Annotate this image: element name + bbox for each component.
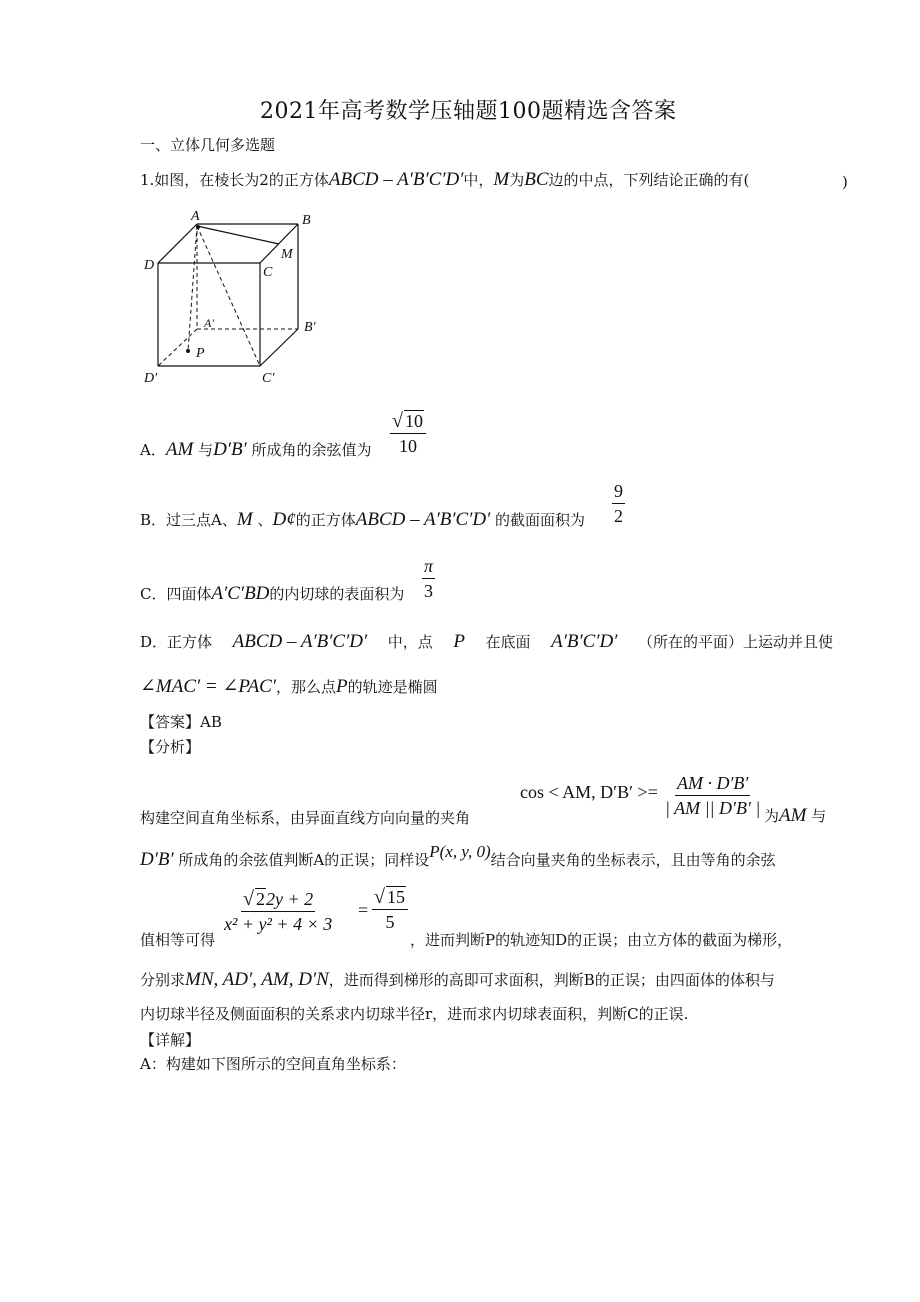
label-p: P bbox=[196, 346, 205, 361]
analysis-p2-text-1: 所成角的余弦值判断A的正误；同样设 bbox=[178, 851, 430, 869]
label-m: M bbox=[281, 247, 293, 262]
option-b-frac-den: 2 bbox=[614, 506, 623, 526]
question-1-stem bbox=[140, 170, 749, 190]
option-b-sep: 、 bbox=[257, 511, 273, 529]
q1-close-paren: ) bbox=[842, 173, 848, 191]
analysis-para-1-tail bbox=[764, 806, 826, 826]
analysis-para-2 bbox=[140, 842, 776, 870]
cos-formula-fraction bbox=[663, 772, 762, 819]
analysis-p2-text-2: 结合向量夹角的坐标表示，且由等角的余弦 bbox=[490, 851, 776, 869]
analysis-para-5: 内切球半径及侧面面积的关系求内切球半径r，进而求内切球表面积，判断C的正误. bbox=[140, 1005, 689, 1023]
analysis-para-1: 构建空间直角坐标系，由异面直线方向向量的夹角 bbox=[140, 809, 471, 827]
option-c-frac-num: π bbox=[422, 555, 435, 579]
label-c1: C′ bbox=[262, 371, 275, 386]
option-a-frac-den: 10 bbox=[398, 436, 417, 456]
analysis-para-3-lead: 值相等可得 bbox=[140, 931, 216, 949]
answer-label: 【答案】AB bbox=[140, 713, 222, 731]
option-a-frac-num: 10 bbox=[404, 411, 423, 431]
cube-figure bbox=[140, 206, 330, 391]
option-c-text-1: 的内切球的表面积为 bbox=[269, 585, 405, 603]
option-d-angle-eq: ∠MAC′ = ∠PAC′ bbox=[140, 676, 277, 697]
option-a-text-2: 所成角的余弦值为 bbox=[251, 441, 372, 459]
analysis-eq-left-fraction: √ 2 2y + 2 x² + y² + 4 × 3 bbox=[224, 888, 333, 934]
cos-den: | AM || D′B′ | bbox=[665, 798, 761, 818]
analysis-p4-vectors: MN, AD′, AM, D′N bbox=[185, 969, 329, 990]
edge-c1b1 bbox=[260, 329, 298, 366]
option-d-text-4: （所在的平面）上运动并且使 bbox=[637, 633, 833, 651]
option-d-base: A′B′C′D′ bbox=[551, 631, 618, 652]
label-d1: D′ bbox=[144, 371, 158, 386]
analysis-p2-point: P(x, y, 0) bbox=[429, 842, 491, 861]
label-d: D bbox=[144, 258, 155, 273]
option-c-prefix: C．四面体 bbox=[140, 585, 212, 603]
analysis-p1-tail: 为 bbox=[764, 807, 780, 825]
point-p-dot bbox=[186, 349, 190, 353]
option-c bbox=[140, 584, 404, 604]
label-c: C bbox=[263, 265, 273, 280]
analysis-para-3-tail: ，进而判断P的轨迹知D的正误；由立方体的截面为梯形， bbox=[410, 931, 793, 949]
analysis-p1-tail-2: 与 bbox=[811, 807, 827, 825]
option-b-m: M bbox=[236, 509, 253, 530]
analysis-eq-left-den: x² + y² + 4 × 3 bbox=[224, 914, 333, 934]
option-b-text-2: 的截面面积为 bbox=[495, 511, 586, 529]
q1-cube-name: ABCD – A′B′C′D′ bbox=[328, 169, 464, 190]
analysis-eq-right-den: 5 bbox=[385, 912, 395, 932]
option-a-prefix: A． bbox=[140, 441, 166, 459]
label-b: B bbox=[302, 213, 311, 228]
label-b1: B′ bbox=[304, 320, 316, 335]
point-a-dot bbox=[196, 225, 200, 229]
analysis-p4-text-1: 分别求 bbox=[140, 971, 186, 989]
analysis-eq-left-num: 2y + 2 bbox=[266, 889, 314, 909]
analysis-p2-db: D′B′ bbox=[140, 849, 174, 870]
option-d-line-2 bbox=[140, 677, 438, 697]
option-b-text-1: 的正方体 bbox=[295, 511, 356, 529]
detail-a-text: A：构建如下图所示的空间直角坐标系： bbox=[140, 1055, 406, 1073]
option-d-text-3: 在底面 bbox=[485, 633, 531, 651]
option-a-db: D′B′ bbox=[213, 439, 247, 460]
q1-lead-text: 1.如图，在棱长为2的正方体 bbox=[140, 171, 329, 189]
option-b-fraction bbox=[612, 480, 625, 527]
detail-heading: 【详解】 bbox=[140, 1031, 201, 1049]
option-d-p2: P bbox=[336, 676, 348, 697]
option-b-prefix: B．过三点A、 bbox=[140, 511, 237, 529]
option-b bbox=[140, 510, 585, 530]
analysis-heading: 【分析】 bbox=[140, 738, 201, 756]
q1-point-m: M bbox=[493, 169, 510, 190]
option-a-am: AM bbox=[165, 439, 194, 460]
option-b-frac-num: 9 bbox=[612, 480, 625, 504]
cos-lhs-text: cos < AM, D′B′ >= bbox=[520, 782, 658, 802]
label-a1: A′ bbox=[204, 316, 214, 330]
option-c-tetra: A′C′BD bbox=[211, 583, 270, 604]
option-b-cube: ABCD – A′B′C′D′ bbox=[355, 509, 491, 530]
cos-formula-lhs bbox=[520, 782, 658, 803]
segment-ap-hidden bbox=[188, 226, 197, 351]
segment-am bbox=[197, 226, 279, 244]
q1-edge-bc: BC bbox=[524, 169, 549, 190]
option-d-text-1: D．正方体 bbox=[140, 633, 213, 651]
q1-text-3: 为 bbox=[509, 171, 525, 189]
option-d-p: P bbox=[453, 631, 465, 652]
option-a-fraction: √ 10 10 bbox=[390, 410, 426, 457]
option-d-line-1 bbox=[140, 632, 833, 652]
option-c-frac-den: 3 bbox=[424, 581, 434, 601]
analysis-para-4 bbox=[140, 970, 775, 990]
label-a: A bbox=[191, 209, 200, 224]
q1-text-2: 中， bbox=[463, 171, 494, 189]
analysis-eq-right-fraction: √ 15 5 bbox=[372, 886, 408, 933]
edge-a1d1-hidden bbox=[158, 329, 197, 366]
edge-da bbox=[158, 224, 197, 263]
analysis-eq-sign: = bbox=[358, 900, 369, 920]
cos-num: AM · D′B′ bbox=[675, 772, 750, 796]
option-d-text-2: 中，点 bbox=[387, 633, 433, 651]
q1-text-4: 边的中点，下列结论正确的有( bbox=[548, 171, 750, 189]
option-a bbox=[140, 440, 372, 460]
analysis-p4-text-2: ，进而得到梯形的高即可求面积，判断B的正误；由四面体的体积与 bbox=[328, 971, 775, 989]
option-d-cube: ABCD – A′B′C′D′ bbox=[232, 631, 368, 652]
segment-ac1-hidden bbox=[197, 226, 260, 366]
option-b-d: D¢ bbox=[272, 509, 296, 530]
page-title: 2021年高考数学压轴题100题精选含答案 bbox=[260, 99, 677, 124]
option-c-fraction bbox=[422, 555, 435, 602]
option-d-text-6: 的轨迹是椭圆 bbox=[347, 678, 438, 696]
analysis-p1-am: AM bbox=[779, 805, 807, 826]
section-heading: 一、立体几何多选题 bbox=[140, 136, 276, 154]
option-d-text-5: ，那么点 bbox=[276, 678, 337, 696]
option-a-text-1: 与 bbox=[198, 441, 214, 459]
analysis-eq-right-num: 15 bbox=[386, 887, 405, 907]
